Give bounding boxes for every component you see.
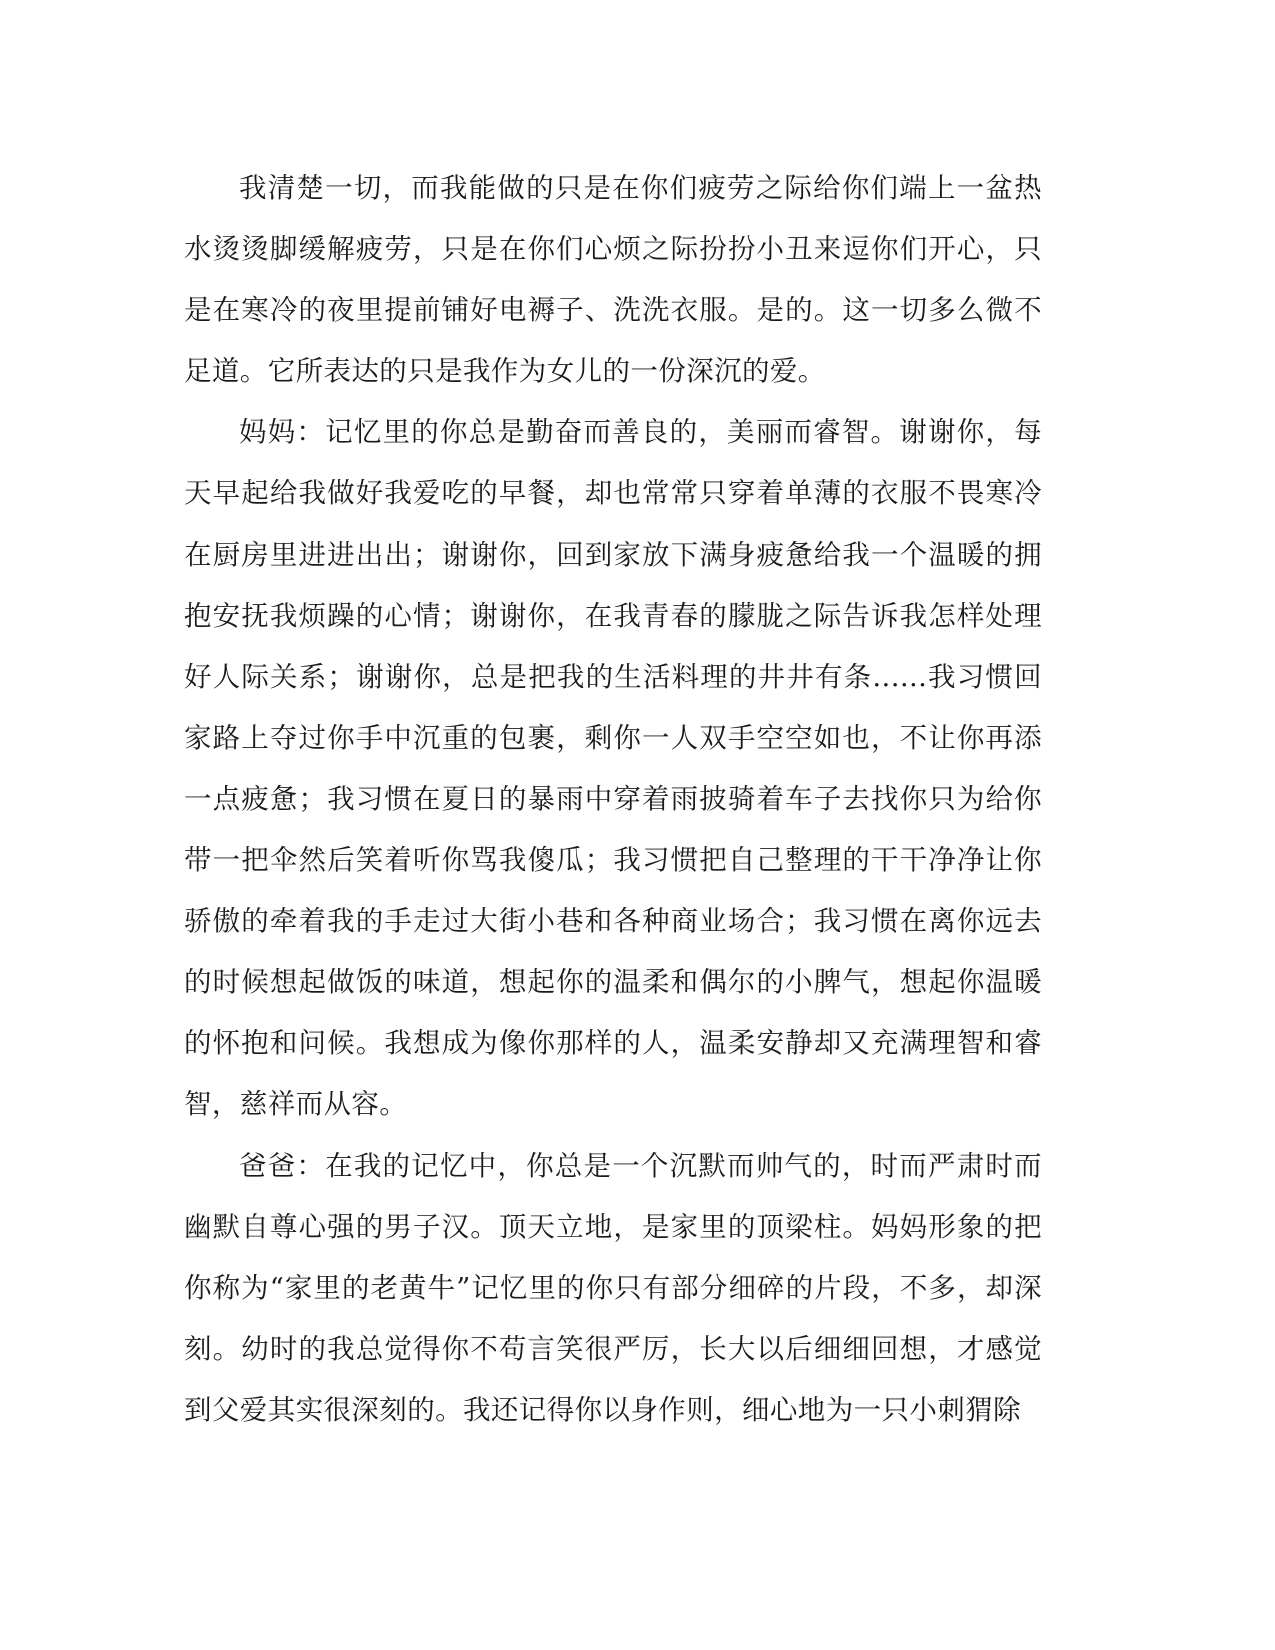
body-text xyxy=(184,158,1042,1441)
paragraph-father: 爸爸：在我的记忆中，你总是一个沉默而帅气的，时而严肃时而幽默自尊心强的男子汉。顶天立地，是家里的顶梁柱。妈妈形象的把你称为“家里的老黄牛”记忆里的你只有部分细碎的片段，不多，却深刻。幼时的我总觉得你不苟言笑很严厉，长大以后细细回想，才感觉到父爱其实很深刻的。我还记得你以身作则，细心地为一只小刺猬除 xyxy=(184,1149,1042,1426)
paragraph-mother: 妈妈：记忆里的你总是勤奋而善良的，美丽而睿智。谢谢你，每天早起给我做好我爱吃的早餐，却也常常只穿着单薄的衣服不畏寒冷在厨房里进进出出；谢谢你，回到家放下满身疲惫给我一个温暖的拥抱安抚我烦躁的心情；谢谢你，在我青春的朦胧之际告诉我怎样处理好人际关系；谢谢你，总是把我的生活料理的井井有条......我习惯回家路上夺过你手中沉重的包裹，剩你一人双手空空如也，不让你再添一点疲惫；我习惯在夏日的暴雨中穿着雨披骑着车子去找你只为给你带一把伞然后笑着听你骂我傻瓜；我习惯把自己整理的干干净净让你骄傲的牵着我的手走过大街小巷和各种商业场合；我习惯在离你远去的时候想起做饭的味道，想起你的温柔和偶尔的小脾气，想起你温暖的怀抱和问候。我想成为像你那样的人，温柔安静却又充满理智和睿智，慈祥而从容。 xyxy=(184,416,1042,1121)
paragraph-daughter-love: 我清楚一切，而我能做的只是在你们疲劳之际给你们端上一盆热水烫烫脚缓解疲劳，只是在你们心烦之际扮扮小丑来逗你们开心，只是在寒冷的夜里提前铺好电褥子、洗洗衣服。是的。这一切多么微不足道。它所表达的只是我作为女儿的一份深沉的爱。 xyxy=(184,172,1042,388)
